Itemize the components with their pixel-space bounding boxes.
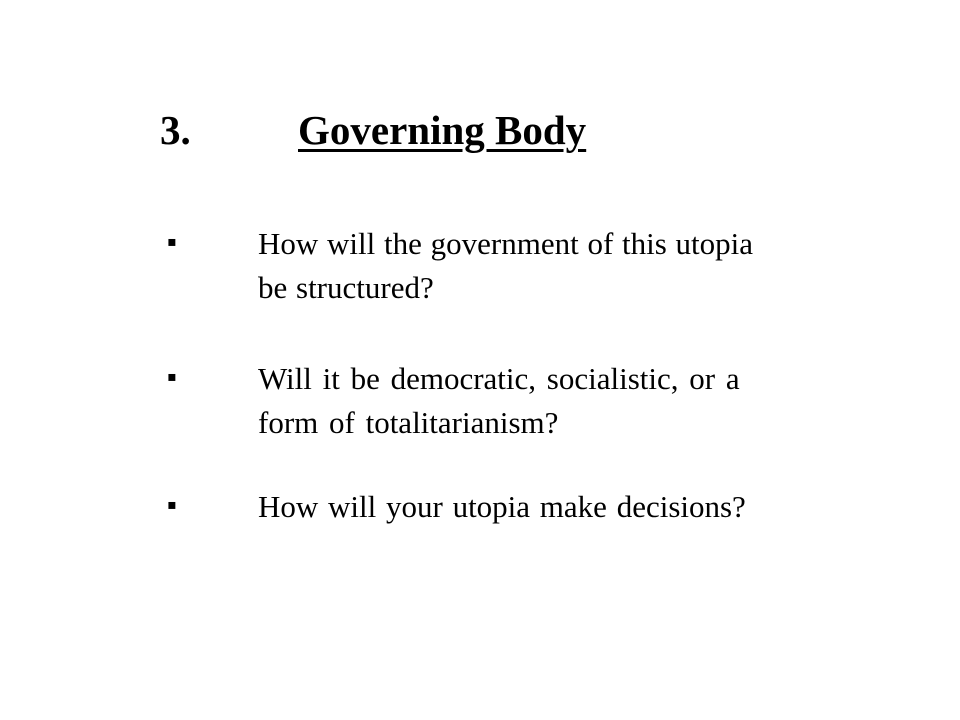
heading-title: Governing Body [298,107,587,153]
bullet-text [258,357,858,445]
bullet-line: be structured? [258,270,434,305]
bullet-line: How will the government of this utopia [258,226,754,261]
bullet-text [258,485,858,529]
heading-number: 3. [160,107,191,153]
bullet-text [258,222,858,310]
bullet-line: How will your utopia make decisions? [258,489,746,524]
square-bullet-icon: ▪ [167,497,177,513]
square-bullet-icon: ▪ [167,369,177,385]
bullet-line: form of totalitarianism? [258,405,559,440]
square-bullet-icon: ▪ [167,234,177,250]
bullet-line: Will it be democratic, socialistic, or a [258,361,740,396]
